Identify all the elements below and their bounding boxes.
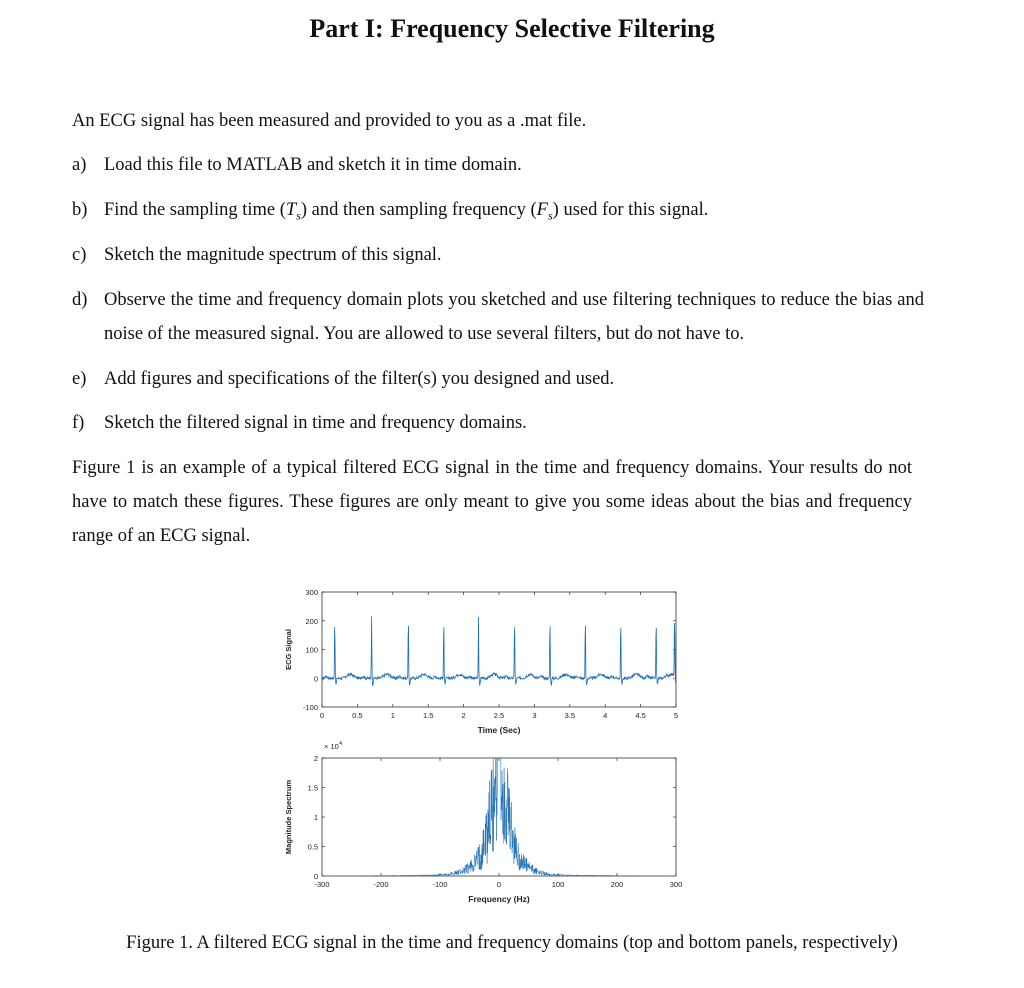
y-tick-label: 1 <box>313 813 318 822</box>
item-text: Observe the time and frequency domain plots you sketched and use filtering techniques to reduce the bias and noise of the measured signal. You are allowed to use several filters, but do not have to. <box>104 290 924 344</box>
x-tick-label: 2.5 <box>493 711 505 720</box>
item-label: b) <box>72 200 88 220</box>
intro-paragraph: An ECG signal has been measured and provided to you as a .mat file. <box>72 111 587 131</box>
ecg-series-line <box>322 616 676 685</box>
y-tick-label: 0 <box>313 674 318 684</box>
x-tick-label: 0 <box>319 711 325 720</box>
plot-frame-2 <box>322 758 676 876</box>
x-tick-label: 200 <box>610 880 624 889</box>
item-text: Add figures and specifications of the filter(s) you designed and used. <box>104 369 615 389</box>
y-tick-label: 0 <box>313 872 318 881</box>
x-tick-label: 4.5 <box>635 711 646 720</box>
item-label: a) <box>72 155 87 175</box>
figure-caption: Figure 1. A filtered ECG signal in the time and frequency domains (top and bottom panels, respectively) <box>126 933 898 953</box>
item-label: d) <box>72 290 88 310</box>
y-tick-label: 2 <box>313 754 318 763</box>
y-tick-label: 200 <box>305 616 318 626</box>
x-tick-label: 1 <box>390 711 395 720</box>
y-axis-label: Magnitude Spectrum <box>284 779 293 855</box>
item-text: Load this file to MATLAB and sketch it in time domain. <box>104 155 522 175</box>
figure-paragraph: Figure 1 is an example of a typical filtered ECG signal in the time and frequency domains. Your results do not have to match these figures. These figures are only meant to give you some ideas about the bias and frequency range of an ECG signal. <box>72 458 912 546</box>
item-text: Sketch the magnitude spectrum of this signal. <box>104 245 442 265</box>
item-text: Find the sampling time $(T_s)$ and then sampling frequency $(F_s)$ used for this signal. <box>104 200 709 223</box>
x-tick-label: 3.5 <box>564 711 576 720</box>
item-label: f) <box>72 413 85 433</box>
x-tick-label: 4 <box>603 711 608 720</box>
x-axis-label: Time (Sec) <box>477 725 521 735</box>
y-tick-label: 1.5 <box>307 783 318 793</box>
x-tick-label: -200 <box>373 880 389 889</box>
x-axis-label: Frequency (Hz) <box>468 894 530 904</box>
y-tick-label: 300 <box>305 588 318 597</box>
x-tick-label: 1.5 <box>422 711 434 720</box>
x-tick-label: 300 <box>669 880 683 889</box>
y-exponent-label: × 10 <box>324 742 339 751</box>
y-tick-label: 100 <box>305 645 318 655</box>
x-tick-label: 0 <box>496 880 502 889</box>
y-tick-label: 0.5 <box>307 842 318 852</box>
y-exponent-power: 4 <box>339 741 343 747</box>
x-tick-label: -100 <box>432 880 448 889</box>
x-tick-label: 2 <box>461 711 466 720</box>
x-tick-label: 0.5 <box>352 711 363 720</box>
plot-frame-1 <box>322 592 676 707</box>
page-title: Part I: Frequency Selective Filtering <box>309 14 715 43</box>
x-tick-label: 100 <box>551 880 565 889</box>
y-tick-label: -100 <box>302 703 318 712</box>
item-label: c) <box>72 245 87 265</box>
item-text: Sketch the filtered signal in time and frequency domains. <box>104 413 527 433</box>
x-tick-label: -300 <box>314 880 330 889</box>
x-tick-label: 5 <box>673 711 679 720</box>
spectrum-series-line <box>322 758 676 876</box>
x-tick-label: 3 <box>532 711 537 720</box>
y-axis-label: ECG Signal <box>284 629 293 670</box>
item-label: e) <box>72 369 87 389</box>
